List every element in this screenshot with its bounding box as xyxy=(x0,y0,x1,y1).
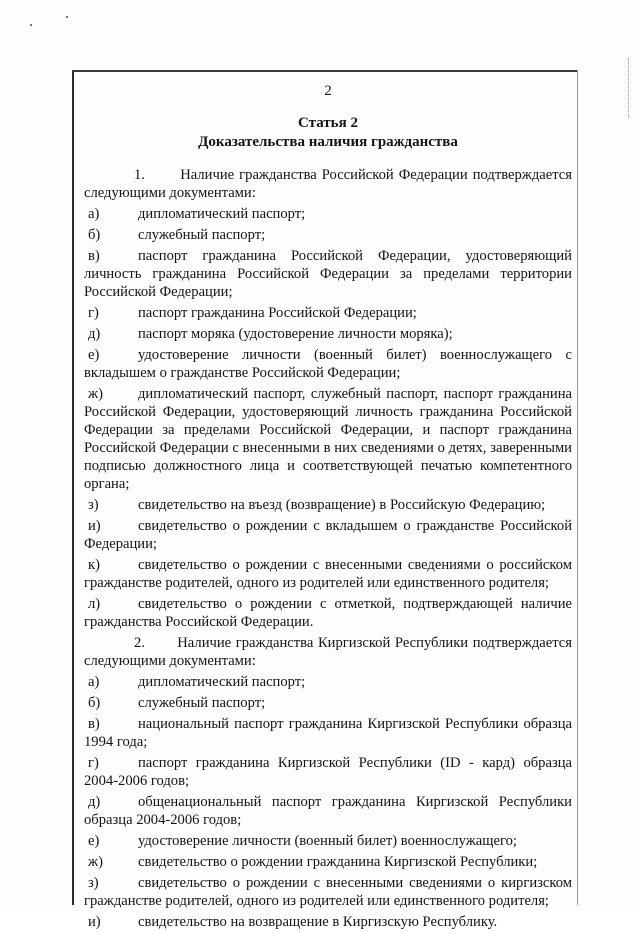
section-intro-text: Наличие гражданства Киргизской Республики подтверждается следующими документами: xyxy=(84,635,572,669)
list-text: паспорт гражданина Российской Федерации, удостоверяющий личность гражданина Российской Федерации за пределами территории Российской Федерации; xyxy=(84,248,572,300)
list-marker: а) xyxy=(88,674,100,690)
list-item xyxy=(84,556,572,592)
section-number: 1. xyxy=(134,167,145,183)
scan-speck xyxy=(30,24,32,26)
document-body xyxy=(84,76,572,934)
page-border-left xyxy=(72,70,74,905)
list-text: удостоверение личности (военный билет) военнослужащего; xyxy=(138,833,517,849)
list-item xyxy=(84,325,572,343)
list-marker: з) xyxy=(88,497,99,513)
list-item xyxy=(84,715,572,751)
page-number: 2 xyxy=(324,83,332,99)
list-text: национальный паспорт гражданина Киргизской Республики образца 1994 года; xyxy=(84,716,572,750)
list-item xyxy=(84,694,572,712)
list-text: служебный паспорт; xyxy=(138,695,266,711)
list-marker: г) xyxy=(88,305,99,321)
section-number: 2. xyxy=(134,635,145,651)
list-item xyxy=(84,913,572,931)
list-text: свидетельство о рождении с вкладышем о гражданстве Российской Федерации; xyxy=(84,518,572,552)
list-text: свидетельство о рождении с внесенными сведениями о российском гражданстве родителей, одного из родителей или единственного родителя; xyxy=(84,557,572,591)
list-item xyxy=(84,247,572,301)
list-text: паспорт гражданина Российской Федерации; xyxy=(138,305,417,321)
section-2-intro xyxy=(84,634,572,670)
list-item xyxy=(84,304,572,322)
list-text: служебный паспорт; xyxy=(138,227,266,243)
list-text: удостоверение личности (военный билет) военнослужащего с вкладышем о гражданстве Российской Федерации; xyxy=(84,347,572,381)
list-text: паспорт моряка (удостоверение личности моряка); xyxy=(138,326,453,342)
list-marker: л) xyxy=(88,596,101,612)
page-border-right xyxy=(577,70,578,905)
list-text: свидетельство о рождении с внесенными сведениями о киргизском гражданстве родителей, одного из родителей или единственного родителя; xyxy=(84,875,572,909)
page-border-top xyxy=(72,70,578,72)
section-1-intro xyxy=(84,166,572,202)
list-marker: г) xyxy=(88,755,99,771)
list-marker: б) xyxy=(88,227,101,243)
list-text: свидетельство о рождении с отметкой, подтверждающей наличие гражданства Российской Федерации. xyxy=(84,596,572,630)
list-marker: д) xyxy=(88,794,101,810)
list-marker: в) xyxy=(88,716,100,732)
article-subtitle: Доказательства наличия гражданства xyxy=(198,134,458,150)
list-text: свидетельство на въезд (возвращение) в Российскую Федерацию; xyxy=(138,497,546,513)
list-marker: и) xyxy=(88,518,101,534)
article-title: Статья 2 xyxy=(298,115,358,131)
list-text: свидетельство о рождении гражданина Киргизской Республики; xyxy=(138,854,538,870)
list-marker: ж) xyxy=(88,854,103,870)
list-item xyxy=(84,346,572,382)
list-text: дипломатический паспорт; xyxy=(138,206,306,222)
list-marker: б) xyxy=(88,695,101,711)
list-marker: е) xyxy=(88,833,100,849)
list-item xyxy=(84,673,572,691)
list-item xyxy=(84,385,572,493)
list-text: паспорт гражданина Киргизской Республики (ID - кард) образца 2004-2006 годов; xyxy=(84,755,572,789)
scan-edge-marks xyxy=(628,58,635,118)
list-text: свидетельство на возвращение в Киргизскую Республику. xyxy=(138,914,498,930)
list-marker: и) xyxy=(88,914,101,930)
scan-speck xyxy=(66,16,68,18)
list-marker: к) xyxy=(88,557,100,573)
list-item xyxy=(84,754,572,790)
list-item xyxy=(84,496,572,514)
list-marker: ж) xyxy=(88,386,103,402)
list-marker: а) xyxy=(88,206,100,222)
list-item xyxy=(84,205,572,223)
list-item xyxy=(84,793,572,829)
list-marker: з) xyxy=(88,875,99,891)
section-intro-text: Наличие гражданства Российской Федерации подтверждается следующими документами: xyxy=(84,167,572,201)
list-text: общенациональный паспорт гражданина Киргизской Республики образца 2004-2006 годов; xyxy=(84,794,572,828)
list-item xyxy=(84,226,572,244)
list-marker: е) xyxy=(88,347,100,363)
list-text: дипломатический паспорт; xyxy=(138,674,306,690)
list-item xyxy=(84,517,572,553)
list-item xyxy=(84,853,572,871)
list-marker: в) xyxy=(88,248,100,264)
list-text: дипломатический паспорт, служебный паспорт, паспорт гражданина Российской Федерации, удостоверяющий личность гражданина Российской Федерации за пределами Российской Федерации, и паспорт гражданина Российской Федерации с внесенными в них сведениями о детях, заверенными подписью должностного лица и соответствующей печатью компетентного органа; xyxy=(84,386,572,492)
list-item xyxy=(84,595,572,631)
list-item xyxy=(84,832,572,850)
list-marker: д) xyxy=(88,326,101,342)
